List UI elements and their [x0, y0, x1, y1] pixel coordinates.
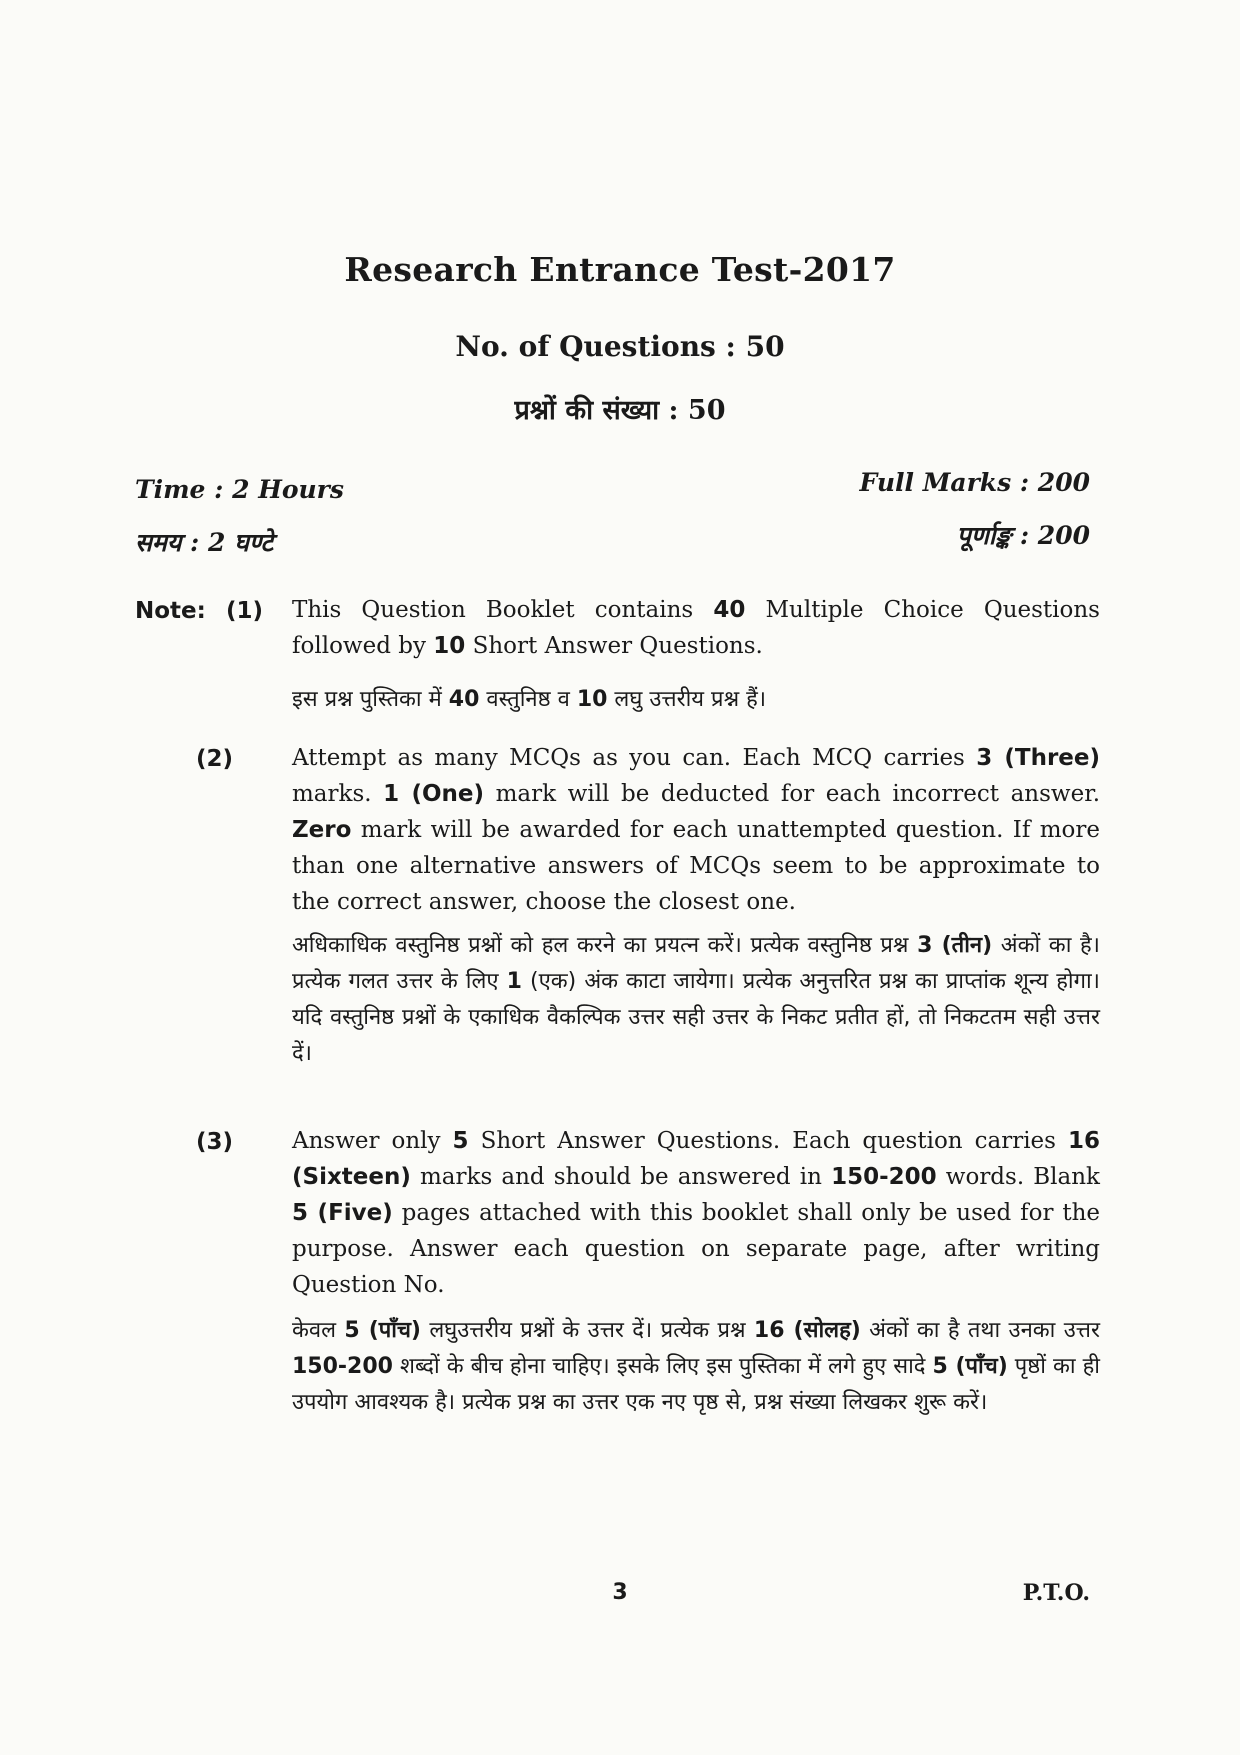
note-3-english: Answer only 5 Short Answer Questions. Each question carries 16 (Sixteen) marks and should be answered in 150-200 words. Blank 5 (Five) pages attached with this booklet shall only be used for the purpose. Answer each question on separate page, after writing Question No.	[292, 1128, 1100, 1298]
full-marks-en: Full Marks : 200	[859, 468, 1090, 497]
note-1-hindi: इस प्रश्न पुस्तिका में 40 वस्तुनिष्ठ व 10 लघु उत्तरीय प्रश्न हैं।	[292, 687, 767, 712]
question-count-hi: प्रश्नों की संख्या : 50	[514, 395, 726, 426]
note-label: Note:	[135, 598, 206, 624]
note-1-number: (1)	[226, 598, 264, 624]
exam-title: Research Entrance Test-2017	[344, 250, 896, 289]
note-2-hindi: अधिकाधिक वस्तुनिष्ठ प्रश्नों को हल करने का प्रयत्न करें। प्रत्येक वस्तुनिष्ठ प्रश्न 3 (तीन) अंकों का है। प्रत्येक गलत उत्तर के लिए 1 (एक) अंक काटा जायेगा। प्रत्येक अनुत्तरित प्रश्न का प्राप्तांक शून्य होगा। यदि वस्तुनिष्ठ प्रश्नों के एकाधिक वैकल्पिक उत्तर सही उत्तर के निकट प्रतीत हों, तो निकटतम सही उत्तर दें।	[292, 933, 1101, 1066]
note-2-number: (2)	[196, 746, 234, 772]
note-2-english: Attempt as many MCQs as you can. Each MCQ carries 3 (Three) marks. 1 (One) mark will be deducted for each incorrect answer. Zero mark will be awarded for each unattempted question. If more than one alternative answers of MCQs seem to be approximate to the correct answer, choose the closest one.	[292, 745, 1101, 915]
note-3-hindi: केवल 5 (पाँच) लघुउत्तरीय प्रश्नों के उत्तर दें। प्रत्येक प्रश्न 16 (सोलह) अंकों का है तथा उनका उत्तर 150-200 शब्दों के बीच होना चाहिए। इसके लिए इस पुस्तिका में लगे हुए सादे 5 (पाँच) पृष्ठों का ही उपयोग आवश्यक है। प्रत्येक प्रश्न का उत्तर एक नए पृष्ठ से, प्रश्न संख्या लिखकर शुरू करें।	[292, 1318, 1100, 1415]
question-count-en: No. of Questions : 50	[455, 330, 785, 363]
full-marks-hi: पूर्णाङ्क : 200	[956, 521, 1090, 550]
note-3-number: (3)	[196, 1129, 234, 1155]
time-hi: समय : 2 घण्टे	[135, 528, 274, 557]
pto-label: P.T.O.	[1022, 1580, 1090, 1606]
note-1-english: This Question Booklet contains 40 Multiple Choice Questions followed by 10 Short Answer Questions.	[292, 597, 1100, 659]
page-number: 3	[612, 1580, 628, 1605]
time-en: Time : 2 Hours	[135, 475, 344, 504]
